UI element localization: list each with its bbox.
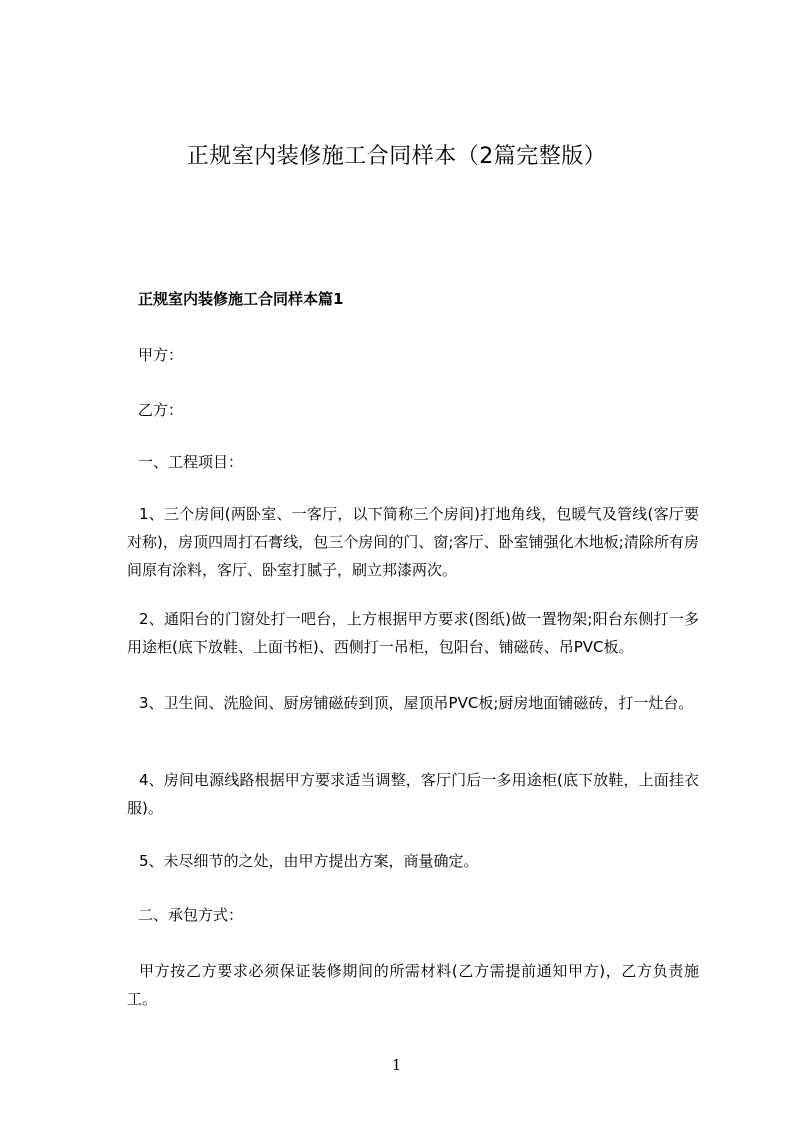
heading-contract-method: 二、承包方式： xyxy=(138,906,244,924)
project-item-3: 3、卫生间、洗脸间、厨房铺磁砖到顶，屋顶吊PVC板;厨房地面铺磁砖，打一灶台。 xyxy=(139,694,694,712)
project-item-5: 5、未尽细节的之处，由甲方提出方案，商量确定。 xyxy=(139,852,479,870)
heading-project-items: 一、工程项目： xyxy=(138,453,244,471)
page-number: 1 xyxy=(391,1056,402,1074)
project-item-2: 2、通阳台的门窗处打一吧台，上方根据甲方要求(图纸)做一置物架;阳台东侧打一多用途柜(底下放鞋、上面书柜)、西侧打一吊柜，包阳台、铺磁砖、吊PVC板。 xyxy=(127,610,699,656)
document-title: 正规室内装修施工合同样本（2篇完整版） xyxy=(186,144,607,169)
contract-method-paragraph: 甲方按乙方要求必须保证装修期间的所需材料(乙方需提前通知甲方)，乙方负责施工。 xyxy=(127,962,699,1008)
section-heading: 正规室内装修施工合同样本篇1 xyxy=(138,290,344,308)
project-item-4: 4、房间电源线路根据甲方要求适当调整，客厅门后一多用途柜(底下放鞋，上面挂衣服)。 xyxy=(127,771,699,817)
party-a-label: 甲方： xyxy=(138,346,184,364)
project-item-1: 1、三个房间(两卧室、一客厅，以下简称三个房间)打地角线，包暖气及管线(客厅要对称)，房顶四周打石膏线，包三个房间的门、窗;客厅、卧室铺强化木地板;清除所有房间原有涂料，客厅、卧室打腻子，刷立邦漆两次。 xyxy=(127,505,699,579)
party-b-label: 乙方： xyxy=(138,401,184,419)
